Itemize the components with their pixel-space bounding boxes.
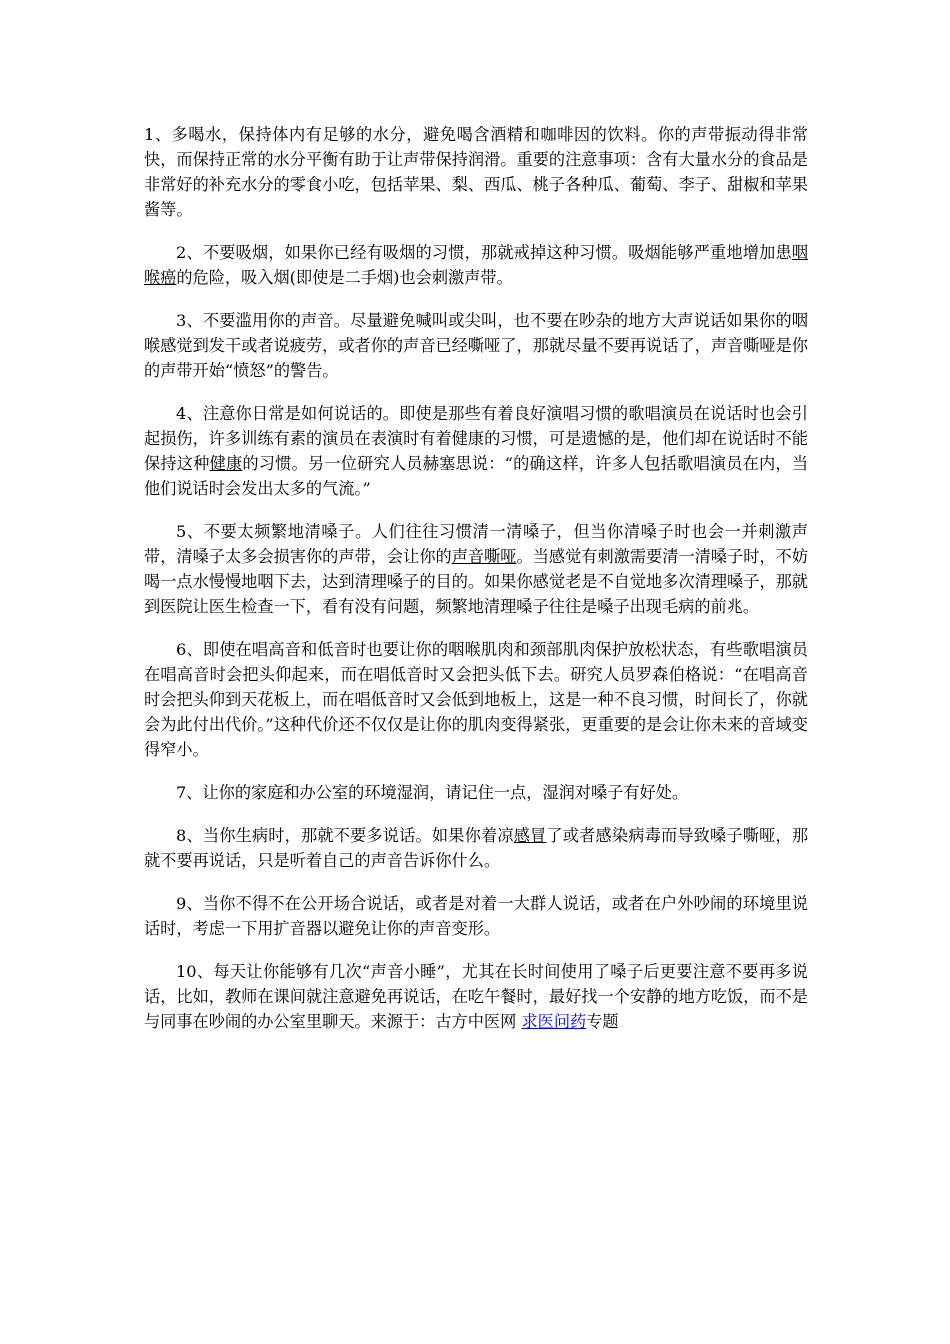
- paragraph-text: 。当感觉有刺激需要清一清嗓子时，不妨喝一点水慢慢地咽下去，达到清理嗓子的目的。如果你感觉老是不自觉地多次清理嗓子，那就到医院让医生检查一下，看有没有问题，频繁地清理嗓子往往是嗓子出现毛病的前兆。: [144, 547, 809, 616]
- paragraph-text: 2、不要吸烟，如果你已经有吸烟的习惯，那就戒掉这种习惯。吸烟能够严重地增加患: [176, 243, 792, 262]
- paragraph-p1: [144, 122, 808, 222]
- paragraph-text: 10、每天让你能够有几次“声音小睡”，尤其在长时间使用了嗓子后更要注意不要再多说话，比如，教师在课间就注意避免再说话，在吃午餐时，最好找一个安静的地方吃饭，而不是与同事在吵闹的办公室里聊天。来源于：古方中医网: [144, 962, 808, 1031]
- paragraph-p9: [144, 891, 808, 941]
- document-body: [144, 122, 808, 1052]
- underlined-term[interactable]: 健康: [209, 454, 243, 473]
- paragraph-p4: [144, 401, 808, 501]
- paragraph-text: 5、不要太频繁地清嗓子。人们往往习惯清一清嗓子，但当你清嗓子时也会一并刺激声带，清嗓子太多会损害你的声带，会让你的: [144, 522, 808, 566]
- paragraph-text: 3、不要滥用你的声音。尽量避免喊叫或尖叫，也不要在吵杂的地方大声说话如果你的咽喉感觉到发干或者说疲劳，或者你的声音已经嘶哑了，那就尽量不要再说话了，声音嘶哑是你的声带开始“愤怒”的警告。: [144, 311, 808, 380]
- paragraph-p7: [144, 780, 808, 805]
- paragraph-text: 的危险，吸入烟(即使是二手烟)也会刺激声带。: [176, 268, 513, 287]
- underlined-term[interactable]: 声音嘶哑: [451, 547, 517, 566]
- paragraph-text: 9、当你不得不在公开场合说话，或者是对着一大群人说话，或者在户外吵闹的环境里说话时，考虑一下用扩音器以避免让你的声音变形。: [144, 894, 808, 938]
- paragraph-text: 1、多喝水，保持体内有足够的水分，避免喝含酒精和咖啡因的饮料。你的声带振动得非常快，而保持正常的水分平衡有助于让声带保持润滑。重要的注意事项：含有大量水分的食品是非常好的补充水分的零食小吃，包括苹果、梨、西瓜、桃子各种瓜、葡萄、李子、甜椒和苹果酱等。: [144, 125, 808, 219]
- paragraph-text: 6、即使在唱高音和低音时也要让你的咽喉肌肉和颈部肌肉保护放松状态，有些歌唱演员在唱高音时会把头仰起来，而在唱低音时又会把头低下去。研究人员罗森伯格说：“在唱高音时会把头仰到天花板上，而在唱低音时又会低到地板上，这是一种不良习惯，时间长了，你就会为此付出代价。”这种代价还不仅仅是让你的肌肉变得紧张，更重要的是会让你未来的音域变得窄小。: [144, 640, 808, 759]
- underlined-term[interactable]: 咽喉癌: [144, 243, 808, 287]
- paragraph-text: 7、让你的家庭和办公室的环境湿润，请记住一点，湿润对嗓子有好处。: [176, 783, 689, 802]
- paragraph-text: 4、注意你日常是如何说话的。即使是那些有着良好演唱习惯的歌唱演员在说话时也会引起损伤，许多训练有素的演员在表演时有着健康的习惯，可是遗憾的是，他们却在说话时不能保持这种: [144, 404, 808, 473]
- paragraph-p2: [144, 240, 808, 290]
- paragraph-text: 专题: [586, 1012, 619, 1031]
- source-link[interactable]: 求医问药: [521, 1012, 587, 1031]
- paragraph-p10: [144, 959, 808, 1034]
- paragraph-text: 了或者感染病毒而导致嗓子嘶哑，那就不要再说话，只是听着自己的声音告诉你什么。: [144, 826, 809, 870]
- paragraph-p6: [144, 637, 808, 762]
- paragraph-p5: [144, 519, 808, 619]
- paragraph-p3: [144, 308, 808, 383]
- paragraph-text: 8、当你生病时，那就不要多说话。如果你着凉: [176, 826, 514, 845]
- paragraph-text: 的习惯。另一位研究人员赫塞思说：“的确这样，许多人包括歌唱演员在内，当他们说话时会发出太多的气流。”: [144, 454, 809, 498]
- paragraph-p8: [144, 823, 808, 873]
- underlined-term[interactable]: 感冒: [513, 826, 547, 845]
